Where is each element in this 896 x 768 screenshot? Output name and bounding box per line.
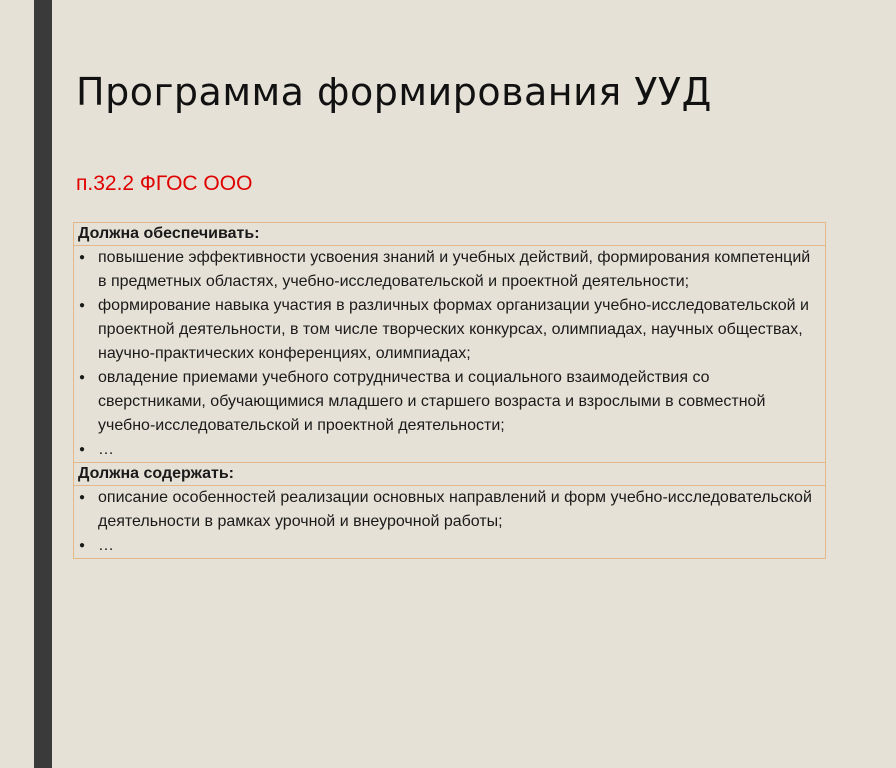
- bullet-list-provide: [78, 246, 821, 462]
- section-header-row: [74, 463, 826, 486]
- list-item: ● овладение приемами учебного сотрудничества и социального взаимодействия со сверстниками, обучающимися младшего и старшего возраста и взрослыми в совместной учебно-исследовательской и проектной деятельности;: [78, 366, 821, 438]
- slide-title: Программа формирования УУД: [76, 70, 712, 114]
- section-body-row: [74, 246, 826, 463]
- section-body-contain: [74, 486, 826, 559]
- section-body-row: [74, 486, 826, 559]
- slide-subtitle: п.32.2 ФГОС ООО: [76, 172, 253, 195]
- list-item: ● описание особенностей реализации основных направлений и форм учебно-исследовательской деятельности в рамках урочной и внеурочной работы;: [78, 486, 821, 534]
- left-accent-bar: [34, 0, 52, 768]
- list-item: ● …: [78, 534, 821, 558]
- section-header-row: [74, 223, 826, 246]
- section-header-provide: Должна обеспечивать:: [74, 223, 826, 246]
- section-body-provide: [74, 246, 826, 463]
- list-item: ● …: [78, 438, 821, 462]
- list-item: ● формирование навыка участия в различных формах организации учебно-исследовательской и проектной деятельности, в том числе творческих конкурсах, олимпиадах, научных обществах, научно-практических конференциях, олимпиадах;: [78, 294, 821, 366]
- bullet-list-contain: [78, 486, 821, 558]
- section-header-contain: Должна содержать:: [74, 463, 826, 486]
- content-table: [73, 222, 826, 559]
- list-item: ● повышение эффективности усвоения знаний и учебных действий, формирования компетенций в предметных областях, учебно-исследовательской и проектной деятельности;: [78, 246, 821, 294]
